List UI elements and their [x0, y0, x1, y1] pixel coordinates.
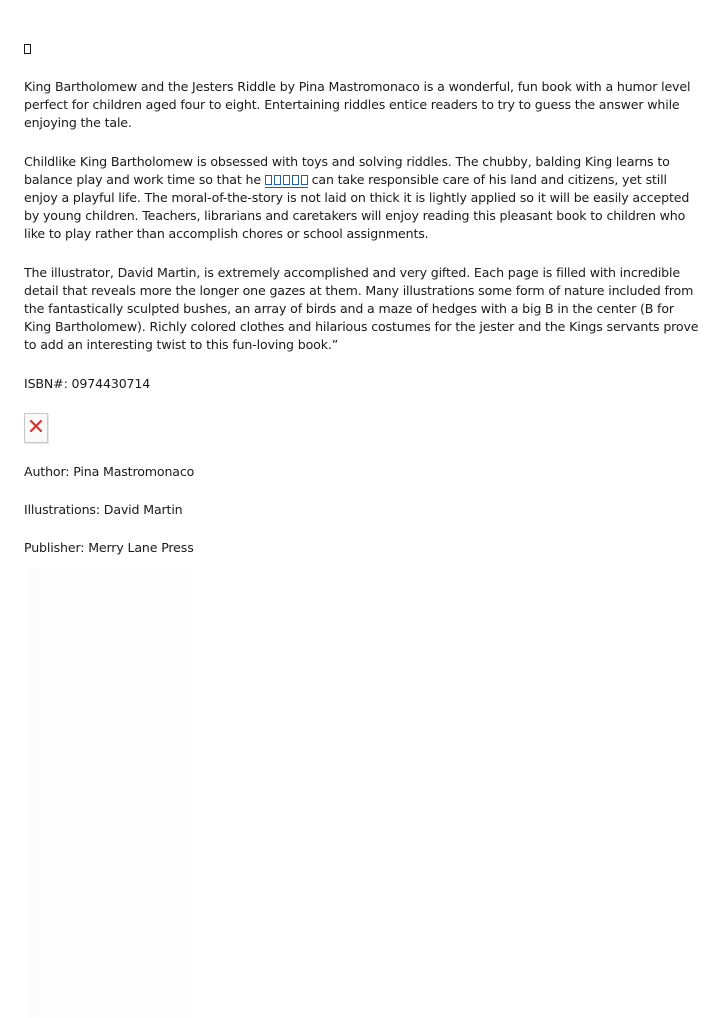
- document-content: [24, 40, 704, 557]
- top-missing-glyph: [24, 40, 704, 58]
- paragraph-intro: King Bartholomew and the Jesters Riddle by Pina Mastromonaco is a wonderful, fun book with a humor level perfect for children aged four to eight. Entertaining riddles entice readers to try to guess the answer while enjoying the tale.: [24, 79, 691, 131]
- missing-glyph-icon: [24, 44, 31, 54]
- illustrations-line: Illustrations: David Martin: [24, 502, 183, 518]
- inline-link[interactable]: [265, 172, 308, 188]
- isbn-line: ISBN#: 0974430714: [24, 375, 151, 391]
- paragraph-illustrator: The illustrator, David Martin, is extremely accomplished and very gifted. Each page is filled with incredible detail that reveals more the longer one gazes at them. Many illustrations some form of nature included from the fantastically sculpted bushes, an array of birds and a maze of hedges with a big B in the center (B for King Bartholomew). Richly colored clothes and hilarious costumes for the jester and the Kings servants prove to add an interesting twist to this fun-loving book.”: [24, 264, 699, 353]
- faint-side-shade: [28, 568, 192, 1018]
- broken-image-icon: [24, 413, 48, 443]
- paragraph-king-text-before: Childlike King Bartholomew is obsessed with toys and solving riddles. The chubby, balding King learns to balance play and work time so that he: [24, 153, 670, 187]
- link-glyph-icon: [265, 175, 272, 185]
- link-glyph-icon: [283, 175, 290, 185]
- link-glyph-icon: [301, 175, 308, 185]
- author-line: Author: Pina Mastromonaco: [24, 463, 195, 479]
- close-x-icon: [29, 419, 43, 433]
- publisher-line: Publisher: Merry Lane Press: [24, 540, 194, 556]
- link-glyph-icon: [292, 175, 299, 185]
- link-glyph-icon: [274, 175, 281, 185]
- paragraph-king: [24, 153, 704, 244]
- paragraph-king-text-after: can take responsible care of his land and citizens, yet still enjoy a playful life. The moral-of-the-story is not laid on thick it is lightly applied so it will be easily accepted by young children. Teachers, librarians and caretakers will enjoy reading this pleasant book to children who like to play rather than accomplish chores or school assignments.: [24, 171, 690, 242]
